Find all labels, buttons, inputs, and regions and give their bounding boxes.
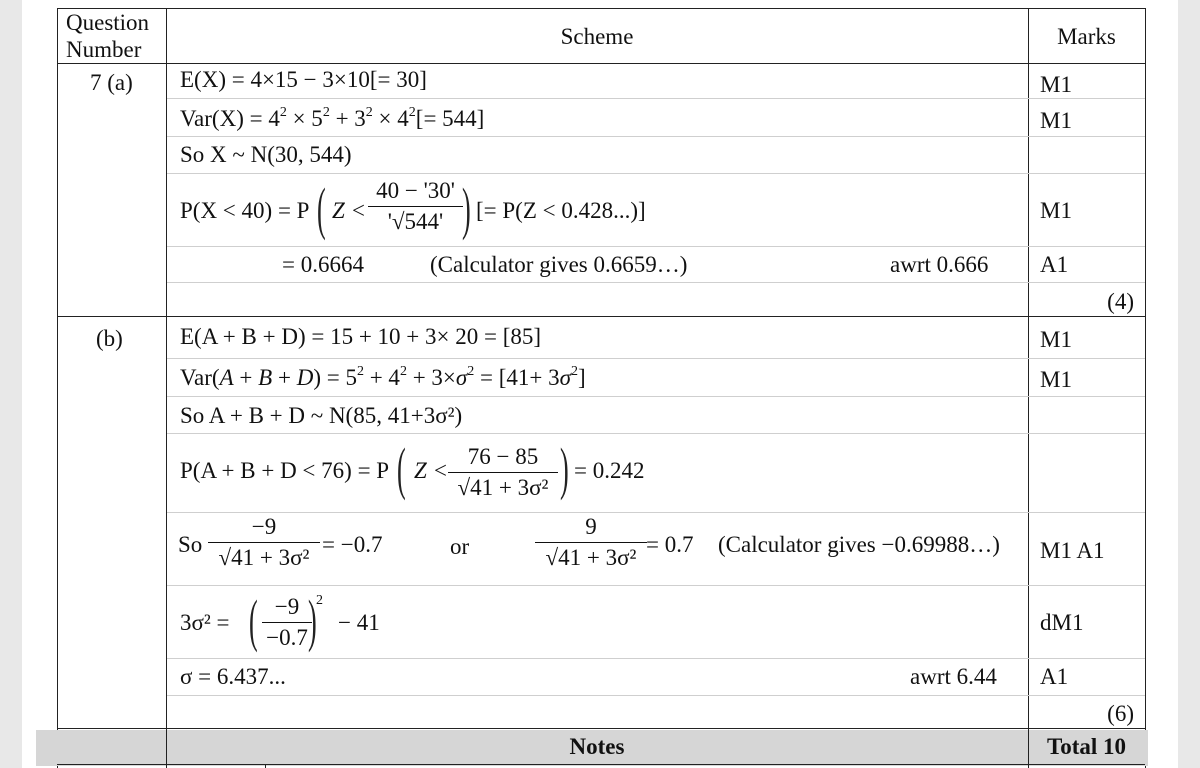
probability-lhs: P(X < 40) = P [180,198,310,223]
right-paren: ) [308,588,317,653]
mark: M1 [1040,327,1072,352]
row-line [167,695,1145,696]
calculator-note: (Calculator gives 0.6659…) [430,252,688,277]
variance-line: $Var(A + B + D) = 5^2 + 4^2 + 3\times\sigma^2 = [41+ 3\sigma^2]$ [180,364,586,390]
fraction-numerator: −9 [251,514,277,539]
row-line [167,658,1145,659]
expectation-line: E(X) = 4×15 − 3×10[= 30] [180,67,427,92]
or-label: or [450,534,470,559]
probability-lhs: P(A + B + D < 76) = P [180,458,390,483]
fraction-denominator: −0.7 [266,625,308,650]
z-less: Z < [332,198,367,223]
left-paren: ( [249,588,258,653]
sigma-equation-rhs: − 41 [338,610,380,635]
left-paren: ( [317,176,326,241]
variance-line: $Var(X) = 4^2 \times 5^2 + 3^2 \times 4^2[= 544]$ [180,105,485,131]
fraction-numerator: 76 − 85 [467,444,539,469]
standardise-fraction [448,444,558,501]
awrt-note: awrt 0.666 [890,252,989,277]
notes-tick [265,764,266,768]
mark: M1 [1040,108,1072,133]
table-right-border [1145,8,1146,768]
ratio-fraction [262,594,312,651]
mark: M1 [1040,72,1072,97]
notes-heading: Notes [569,734,625,759]
part-b-total: (6) [1107,701,1134,726]
row-line [167,358,1145,359]
mark: M1 [1040,367,1072,392]
header-question: Question [66,10,150,35]
part-a-total: (4) [1107,289,1134,314]
row-line [167,246,1145,247]
fraction-numerator: 9 [585,514,597,539]
mark: M1 [1040,198,1072,223]
awrt-note: awrt 6.44 [910,664,997,689]
notes-top-border [57,728,1145,729]
sigma-equation-lhs: 3σ² = [180,610,230,635]
header-bottom-border [57,63,1145,64]
power-two: 2 [316,593,323,608]
header-marks: Marks [1057,24,1116,49]
fraction-numerator: 40 − '30' [376,178,455,203]
mark: A1 [1040,252,1069,277]
fraction-numerator: −9 [274,594,300,619]
total-marks: Total 10 [1046,734,1127,759]
row-line [167,585,1145,586]
question-label-b: (b) [96,326,123,351]
probability-rhs: [= P(Z < 0.428...)] [476,198,646,223]
fraction-denominator: √41 + 3σ² [545,545,637,570]
distribution-line: So X ~ N(30, 544) [180,142,352,167]
expectation-line: E(A + B + D) = 15 + 10 + 3× 20 = [85] [180,324,542,349]
z-value-negative: = −0.7 [322,532,383,557]
fraction-denominator: √41 + 3σ² [218,545,310,570]
sigma-result: σ = 6.437... [180,664,286,689]
part-divider [57,316,1145,317]
right-paren: ) [462,176,471,241]
header-scheme: Scheme [560,24,634,49]
probability-rhs: = 0.242 [574,458,645,483]
row-line [167,136,1145,137]
z-less: Z < [414,458,449,483]
row-line [167,282,1145,283]
calculator-note: (Calculator gives −0.69988…) [718,532,1000,557]
right-paren: ) [560,436,569,501]
z-fraction-negative [208,514,320,571]
header-number: Number [66,37,142,62]
row-line [167,98,1145,99]
row-line [167,433,1145,434]
column-divider-2 [1028,8,1029,768]
z-value-positive: = 0.7 [646,532,694,557]
question-label-7a: 7 (a) [90,70,133,95]
so-label: So [178,532,203,557]
mark: M1 A1 [1040,538,1105,563]
left-margin [0,0,22,768]
notes-bottom-border [57,764,1145,765]
standardise-fraction [368,178,463,235]
column-divider-1 [166,8,167,768]
z-fraction-positive [535,514,647,571]
fraction-denominator: √41 + 3σ² [457,475,549,500]
mark: A1 [1040,664,1069,689]
row-line [167,512,1145,513]
distribution-line: So A + B + D ~ N(85, 41+3σ²) [180,403,463,428]
mark: dM1 [1040,610,1084,635]
right-margin [1178,0,1200,768]
row-line [167,396,1145,397]
table-left-border [57,8,58,768]
row-line [167,173,1145,174]
fraction-denominator: '√544' [387,209,444,234]
probability-result: = 0.6664 [282,252,364,277]
left-paren: ( [397,436,406,501]
table-top-border [57,8,1145,9]
